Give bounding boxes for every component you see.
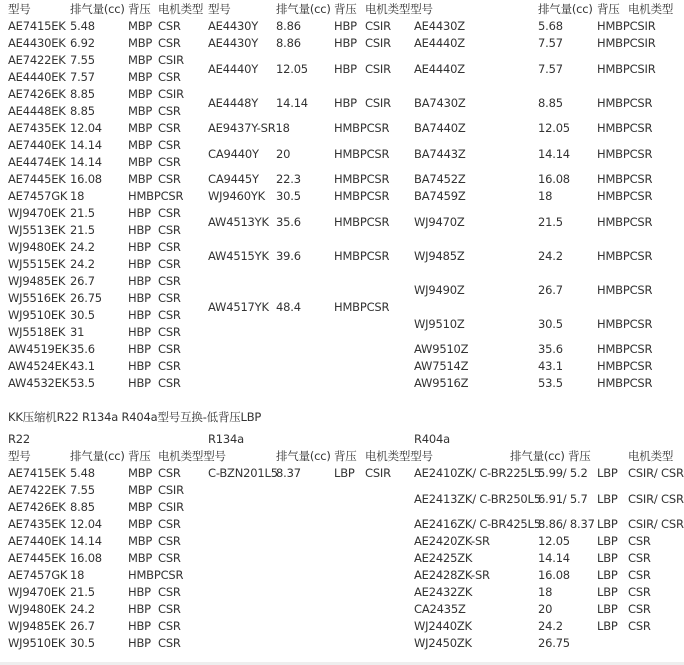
table-cell-displacement: 53.5 — [538, 376, 563, 390]
table-cell-back-pressure: HMBPCSR — [334, 172, 390, 186]
table-cell-motor: CSIR — [365, 19, 391, 33]
table-cell-model: WJ9470EK — [8, 206, 66, 220]
table-cell-model: AE2425ZK — [414, 551, 473, 565]
table-cell-displacement: 21.5 — [70, 585, 95, 599]
table-cell-displacement: 26.75 — [70, 291, 102, 305]
table-cell-model: WJ9470Z — [414, 215, 465, 229]
table-cell-model: AE2428ZK-SR — [414, 568, 490, 582]
table-cell-model: AE4440Y — [208, 62, 259, 76]
table-cell-displacement: 5.48 — [70, 466, 95, 480]
table-cell-motor: CSIR — [158, 53, 184, 67]
table-cell-motor: CSR — [158, 36, 181, 50]
table-cell-motor: CSIR — [365, 96, 391, 110]
table-cell-displacement: 24.2 — [70, 257, 95, 271]
header-motor-type-3: 电机类型 — [628, 2, 674, 16]
table-cell-displacement: 35.6 — [538, 342, 563, 356]
table-cell-back-pressure: HBP — [128, 257, 151, 271]
table-cell-model: BA7430Z — [414, 96, 466, 110]
table-cell-model: AE2416ZK/ C-BR425L5 — [414, 517, 541, 531]
table-cell-model: WJ5513EK — [8, 223, 66, 237]
section-title: KK压缩机R22 R134a R404a型号互换-低背压LBP — [8, 410, 262, 424]
table-cell-motor: CSR — [158, 619, 181, 633]
table-cell-back-pressure: HBP — [128, 376, 151, 390]
table-cell-model: AE2420ZK-SR — [414, 534, 490, 548]
header-back-pressure: 背压 — [128, 449, 151, 463]
table-cell-model: AE4448EK — [8, 104, 66, 118]
table-cell-model: BA7459Z — [414, 189, 466, 203]
table-cell-displacement: 31 — [70, 325, 85, 339]
table-cell-displacement: 16.08 — [538, 568, 570, 582]
table-cell-model: WJ2450ZK — [414, 636, 472, 650]
table-cell-motor: CSR — [158, 257, 181, 271]
table-cell-motor: HMBPCSR — [597, 189, 653, 203]
table-cell-motor: CSR — [158, 70, 181, 84]
table-cell-displacement: 14.14 — [70, 155, 102, 169]
table-cell-back-pressure: MBP — [128, 70, 153, 84]
table-cell-model: AE7426EK — [8, 500, 66, 514]
table-cell-motor: HMBPCSR — [597, 147, 653, 161]
table-cell-model: AE9437Y-SR18 — [208, 121, 290, 135]
table-cell-displacement: 18 — [70, 568, 85, 582]
table-cell-back-pressure: LBP — [597, 585, 618, 599]
table-cell-motor: HMBPCSR — [597, 121, 653, 135]
table-cell-motor: CSR — [158, 551, 181, 565]
header-motor-model: 电机类型型号 — [365, 2, 433, 16]
table-cell-model: AE7457GK — [8, 189, 68, 203]
table-cell-model: AW4513YK — [208, 215, 269, 229]
table-cell-model: WJ9510EK — [8, 636, 66, 650]
table-cell-back-pressure: HBP — [128, 240, 151, 254]
table-cell-model: AE7415EK — [8, 466, 66, 480]
table-cell-displacement: 30.5 — [538, 317, 563, 331]
table-cell-model: BA7443Z — [414, 147, 466, 161]
group-label-r404a: R404a — [414, 432, 450, 446]
table-cell-back-pressure: HBP — [128, 585, 151, 599]
header-displacement-3: 排气量(cc) — [538, 2, 593, 16]
header-model: 型号 — [8, 2, 31, 16]
table-cell-model: AE4474EK — [8, 155, 66, 169]
table-cell-model: AW4515YK — [208, 249, 269, 263]
table-cell-model: AE7440EK — [8, 534, 66, 548]
table-cell-displacement: 6.92 — [70, 36, 95, 50]
table-cell-back-pressure: HMBPCSR — [334, 189, 390, 203]
table-cell-model: AE7415EK — [8, 19, 66, 33]
table-cell-motor: CSR — [628, 568, 651, 582]
table-cell-motor: CSR — [158, 636, 181, 650]
table-cell-back-pressure: HBP — [128, 223, 151, 237]
table-cell-model: BA7452Z — [414, 172, 466, 186]
table-cell-motor: CSR — [158, 223, 181, 237]
table-cell-motor: CSIR — [158, 500, 184, 514]
table-cell-model: WJ9485EK — [8, 619, 66, 633]
table-cell-model: AE7422EK — [8, 53, 66, 67]
header-displacement-2: 排气量(cc) — [276, 2, 331, 16]
table-cell-displacement: 22.3 — [276, 172, 301, 186]
table-cell-displacement: 30.5 — [276, 189, 301, 203]
table-cell-motor: CSR — [158, 585, 181, 599]
table-cell-motor: CSR — [158, 138, 181, 152]
table-cell-displacement: 16.08 — [70, 172, 102, 186]
table-cell-back-pressure: HMBPCSR — [128, 189, 184, 203]
table-cell-displacement: 18 — [538, 189, 553, 203]
table-cell-model: AE7445EK — [8, 172, 66, 186]
table-cell-back-pressure: MBP — [128, 53, 153, 67]
table-cell-motor: CSIR/ CSR — [628, 466, 684, 480]
table-cell-displacement: 14.14 — [70, 534, 102, 548]
table-cell-motor: CSR — [628, 534, 651, 548]
table-cell-back-pressure: MBP — [128, 19, 153, 33]
table-cell-motor: HMBPCSR — [597, 283, 653, 297]
table-cell-displacement: 24.2 — [538, 619, 563, 633]
table-cell-motor: CSR — [158, 155, 181, 169]
table-cell-displacement: 16.08 — [538, 172, 570, 186]
table-cell-motor: HMBPCSR — [597, 172, 653, 186]
table-cell-motor: CSR — [158, 359, 181, 373]
table-cell-back-pressure: LBP — [597, 492, 618, 506]
table-cell-motor: CSR — [158, 376, 181, 390]
table-cell-displacement: 7.57 — [538, 36, 563, 50]
table-cell-back-pressure: MBP — [128, 500, 153, 514]
table-cell-model: AE7426EK — [8, 87, 66, 101]
table-cell-displacement: 26.7 — [70, 274, 95, 288]
table-cell-model: AE7440EK — [8, 138, 66, 152]
table-cell-displacement: 7.55 — [70, 483, 95, 497]
table-cell-motor: HMBPCSIR — [597, 19, 656, 33]
table-cell-displacement: 26.7 — [70, 619, 95, 633]
table-cell-displacement: 21.5 — [70, 223, 95, 237]
table-cell-motor: CSIR — [365, 62, 391, 76]
table-cell-back-pressure: HMBPCSR — [334, 215, 390, 229]
table-cell-displacement: 21.5 — [70, 206, 95, 220]
table-cell-displacement: 7.57 — [538, 62, 563, 76]
table-cell-model: C-BZN201L5 — [208, 466, 278, 480]
table-cell-back-pressure: LBP — [334, 466, 355, 480]
table-cell-motor: HMBPCSR — [597, 215, 653, 229]
header-displacement: 排气量(cc) — [70, 449, 125, 463]
table-cell-motor: CSIR — [365, 466, 391, 480]
table-cell-model: AE2413ZK/ C-BR250L5 — [414, 492, 541, 506]
header-back-pressure-3: 背压 — [568, 449, 591, 463]
table-cell-model: WJ9510EK — [8, 308, 66, 322]
table-cell-displacement: 35.6 — [276, 215, 301, 229]
table-cell-displacement: 16.08 — [70, 551, 102, 565]
table-cell-motor: HMBPCSIR — [597, 62, 656, 76]
table-cell-motor: CSR — [158, 240, 181, 254]
table-cell-model: AE7435EK — [8, 517, 66, 531]
table-cell-motor: CSIR — [158, 87, 184, 101]
table-cell-motor: HMBPCSR — [597, 96, 653, 110]
table-cell-displacement: 12.04 — [70, 121, 102, 135]
header-displacement: 排气量(cc) — [70, 2, 125, 16]
table-cell-motor: CSR — [158, 602, 181, 616]
table-cell-displacement: 14.14 — [538, 551, 570, 565]
table-cell-model: WJ9480EK — [8, 240, 66, 254]
table-cell-model: CA9445Y — [208, 172, 259, 186]
table-cell-back-pressure: MBP — [128, 172, 153, 186]
table-cell-model: AE2432ZK — [414, 585, 473, 599]
table-cell-motor: CSR — [158, 325, 181, 339]
table-cell-back-pressure: HBP — [128, 602, 151, 616]
table-cell-back-pressure: MBP — [128, 87, 153, 101]
table-cell-motor: CSIR — [365, 36, 391, 50]
table-cell-back-pressure: LBP — [597, 466, 618, 480]
header-back-pressure-2: 背压 — [334, 449, 357, 463]
table-cell-motor: HMBPCSR — [597, 376, 653, 390]
table-cell-back-pressure: LBP — [597, 619, 618, 633]
table-cell-motor: CSR — [158, 104, 181, 118]
table-cell-model: AE4430EK — [8, 36, 66, 50]
header-model-2: 型号 — [208, 2, 231, 16]
table-cell-back-pressure: MBP — [128, 534, 153, 548]
table-cell-back-pressure: MBP — [128, 138, 153, 152]
header-displacement-3: 排气量(cc) — [510, 449, 565, 463]
table-cell-model: WJ9480EK — [8, 602, 66, 616]
table-cell-back-pressure: HBP — [334, 19, 357, 33]
table-cell-displacement: 8.85 — [70, 104, 95, 118]
table-cell-model: AE4440Z — [414, 62, 465, 76]
table-cell-back-pressure: HMBPCSR — [334, 121, 390, 135]
table-cell-motor: CSR — [158, 534, 181, 548]
table-cell-back-pressure: LBP — [597, 551, 618, 565]
table-cell-motor: HMBPCSIR — [597, 36, 656, 50]
table-cell-back-pressure: HBP — [334, 36, 357, 50]
table-cell-displacement: 20 — [276, 147, 291, 161]
header-displacement-2: 排气量(cc) — [276, 449, 331, 463]
table-cell-model: AE4430Z — [414, 19, 465, 33]
table-cell-motor: HMBPCSR — [597, 317, 653, 331]
table-cell-displacement: 43.1 — [538, 359, 563, 373]
table-cell-motor: CSR — [158, 466, 181, 480]
table-cell-back-pressure: MBP — [128, 36, 153, 50]
table-cell-model: AE7435EK — [8, 121, 66, 135]
table-cell-motor: CSIR/ CSR — [628, 517, 684, 531]
table-cell-displacement: 5.48 — [70, 19, 95, 33]
header-motor-model: 电机类型型号 — [158, 449, 226, 463]
table-cell-displacement: 24.2 — [70, 240, 95, 254]
table-cell-displacement: 8.85 — [70, 500, 95, 514]
table-cell-back-pressure: LBP — [597, 534, 618, 548]
table-cell-model: CA2435Z — [414, 602, 466, 616]
table-cell-back-pressure: HBP — [128, 342, 151, 356]
table-cell-back-pressure: HBP — [128, 206, 151, 220]
table-cell-model: AW4532EK — [8, 376, 70, 390]
table-cell-displacement: 20 — [538, 602, 553, 616]
table-cell-displacement: 43.1 — [70, 359, 95, 373]
table-cell-back-pressure: HBP — [334, 62, 357, 76]
table-cell-model: WJ5518EK — [8, 325, 66, 339]
table-cell-displacement: 8.86/ 8.37 — [538, 517, 595, 531]
table-cell-motor: CSR — [628, 585, 651, 599]
table-cell-back-pressure: MBP — [128, 104, 153, 118]
table-cell-displacement: 14.14 — [276, 96, 308, 110]
table-cell-motor: CSR — [158, 121, 181, 135]
table-cell-back-pressure: HBP — [128, 308, 151, 322]
table-cell-back-pressure: HMBPCSR — [334, 300, 390, 314]
table-cell-back-pressure: LBP — [597, 517, 618, 531]
table-cell-motor: CSR — [628, 619, 651, 633]
group-label-r22: R22 — [8, 432, 31, 446]
table-cell-back-pressure: HBP — [128, 325, 151, 339]
table-cell-model: AE7422EK — [8, 483, 66, 497]
table-cell-model: AW4524EK — [8, 359, 70, 373]
table-cell-displacement: 26.75 — [538, 636, 570, 650]
table-cell-motor: CSR — [158, 342, 181, 356]
table-cell-model: WJ9460YK — [208, 189, 265, 203]
table-cell-model: AE7457GK — [8, 568, 68, 582]
table-cell-model: WJ9485EK — [8, 274, 66, 288]
table-cell-back-pressure: LBP — [597, 602, 618, 616]
table-cell-displacement: 12.05 — [276, 62, 308, 76]
table-cell-displacement: 26.7 — [538, 283, 563, 297]
table-cell-motor: HMBPCSR — [597, 359, 653, 373]
table-cell-model: AW9510Z — [414, 342, 469, 356]
table-cell-displacement: 8.85 — [538, 96, 563, 110]
table-cell-back-pressure: HBP — [128, 619, 151, 633]
table-cell-back-pressure: MBP — [128, 155, 153, 169]
table-cell-motor: CSR — [628, 602, 651, 616]
table-cell-model: AE7445EK — [8, 551, 66, 565]
table-cell-displacement: 6.91/ 5.7 — [538, 492, 588, 506]
table-cell-motor: HMBPCSR — [597, 249, 653, 263]
table-cell-back-pressure: HBP — [128, 274, 151, 288]
header-back-pressure-2: 背压 — [334, 2, 357, 16]
table-cell-motor: CSR — [158, 291, 181, 305]
table-cell-displacement: 18 — [538, 585, 553, 599]
table-cell-model: WJ9490Z — [414, 283, 465, 297]
table-cell-model: WJ5516EK — [8, 291, 66, 305]
table-cell-motor: CSIR/ CSR — [628, 492, 684, 506]
table-cell-displacement: 24.2 — [70, 602, 95, 616]
table-cell-displacement: 53.5 — [70, 376, 95, 390]
table-cell-back-pressure: MBP — [128, 121, 153, 135]
table-cell-model: AE2410ZK/ C-BR225L5 — [414, 466, 541, 480]
table-cell-back-pressure: HMBPCSR — [128, 568, 184, 582]
table-cell-motor: HMBPCSR — [597, 342, 653, 356]
table-cell-model: AE4440Z — [414, 36, 465, 50]
table-cell-displacement: 8.86 — [276, 19, 301, 33]
table-cell-displacement: 5.68 — [538, 19, 563, 33]
table-cell-model: AW4517YK — [208, 300, 269, 314]
table-cell-displacement: 30.5 — [70, 636, 95, 650]
table-cell-model: AW9516Z — [414, 376, 469, 390]
header-back-pressure-3: 背压 — [597, 2, 620, 16]
table-cell-motor: CSIR — [158, 483, 184, 497]
table-cell-displacement: 48.4 — [276, 300, 301, 314]
table-cell-motor: CSR — [158, 517, 181, 531]
table-cell-model: CA9440Y — [208, 147, 259, 161]
table-cell-back-pressure: HBP — [128, 359, 151, 373]
table-cell-model: WJ9485Z — [414, 249, 465, 263]
table-cell-model: AE4430Y — [208, 19, 259, 33]
table-cell-displacement: 12.05 — [538, 534, 570, 548]
table-cell-motor: CSR — [158, 274, 181, 288]
table-cell-back-pressure: MBP — [128, 551, 153, 565]
table-cell-model: AE4430Y — [208, 36, 259, 50]
table-cell-back-pressure: MBP — [128, 517, 153, 531]
table-cell-back-pressure: HBP — [334, 96, 357, 110]
table-cell-motor: CSR — [158, 19, 181, 33]
header-motor-model-2: 电机类型型号 — [365, 449, 433, 463]
table-cell-model: AE4448Y — [208, 96, 259, 110]
table-cell-back-pressure: HMBPCSR — [334, 249, 390, 263]
table-cell-model: WJ9470EK — [8, 585, 66, 599]
table-cell-displacement: 8.86 — [276, 36, 301, 50]
table-cell-displacement: 21.5 — [538, 215, 563, 229]
table-cell-back-pressure: HBP — [128, 291, 151, 305]
table-cell-displacement: 12.05 — [538, 121, 570, 135]
table-cell-displacement: 30.5 — [70, 308, 95, 322]
header-motor-type-3: 电机类型 — [628, 449, 674, 463]
table-cell-back-pressure: MBP — [128, 466, 153, 480]
group-label-r134a: R134a — [208, 432, 244, 446]
table-cell-back-pressure: MBP — [128, 483, 153, 497]
table-cell-model: AW7514Z — [414, 359, 469, 373]
table-cell-displacement: 35.6 — [70, 342, 95, 356]
table-cell-displacement: 7.55 — [70, 53, 95, 67]
table-cell-displacement: 8.37 — [276, 466, 301, 480]
table-cell-motor: CSR — [158, 172, 181, 186]
table-cell-motor: CSR — [158, 206, 181, 220]
table-cell-displacement: 14.14 — [538, 147, 570, 161]
table-cell-motor: CSR — [158, 308, 181, 322]
header-motor-type: 电机类型 — [158, 2, 204, 16]
table-cell-displacement: 7.57 — [70, 70, 95, 84]
table-cell-displacement: 18 — [70, 189, 85, 203]
table-cell-model: AW4519EK — [8, 342, 70, 356]
table-cell-displacement: 8.85 — [70, 87, 95, 101]
table-cell-model: BA7440Z — [414, 121, 466, 135]
table-cell-back-pressure: LBP — [597, 568, 618, 582]
table-cell-model: AE4440EK — [8, 70, 66, 84]
table-cell-displacement: 39.6 — [276, 249, 301, 263]
table-cell-back-pressure: HBP — [128, 636, 151, 650]
table-cell-model: WJ2440ZK — [414, 619, 472, 633]
table-cell-motor: CSR — [628, 551, 651, 565]
header-model: 型号 — [8, 449, 31, 463]
table-cell-back-pressure: HMBPCSR — [334, 147, 390, 161]
table-cell-model: WJ5515EK — [8, 257, 66, 271]
header-back-pressure: 背压 — [128, 2, 151, 16]
table-cell-model: WJ9510Z — [414, 317, 465, 331]
table-cell-displacement: 24.2 — [538, 249, 563, 263]
table-cell-displacement: 14.14 — [70, 138, 102, 152]
table-cell-displacement: 12.04 — [70, 517, 102, 531]
table-cell-displacement: 5.99/ 5.2 — [538, 466, 588, 480]
